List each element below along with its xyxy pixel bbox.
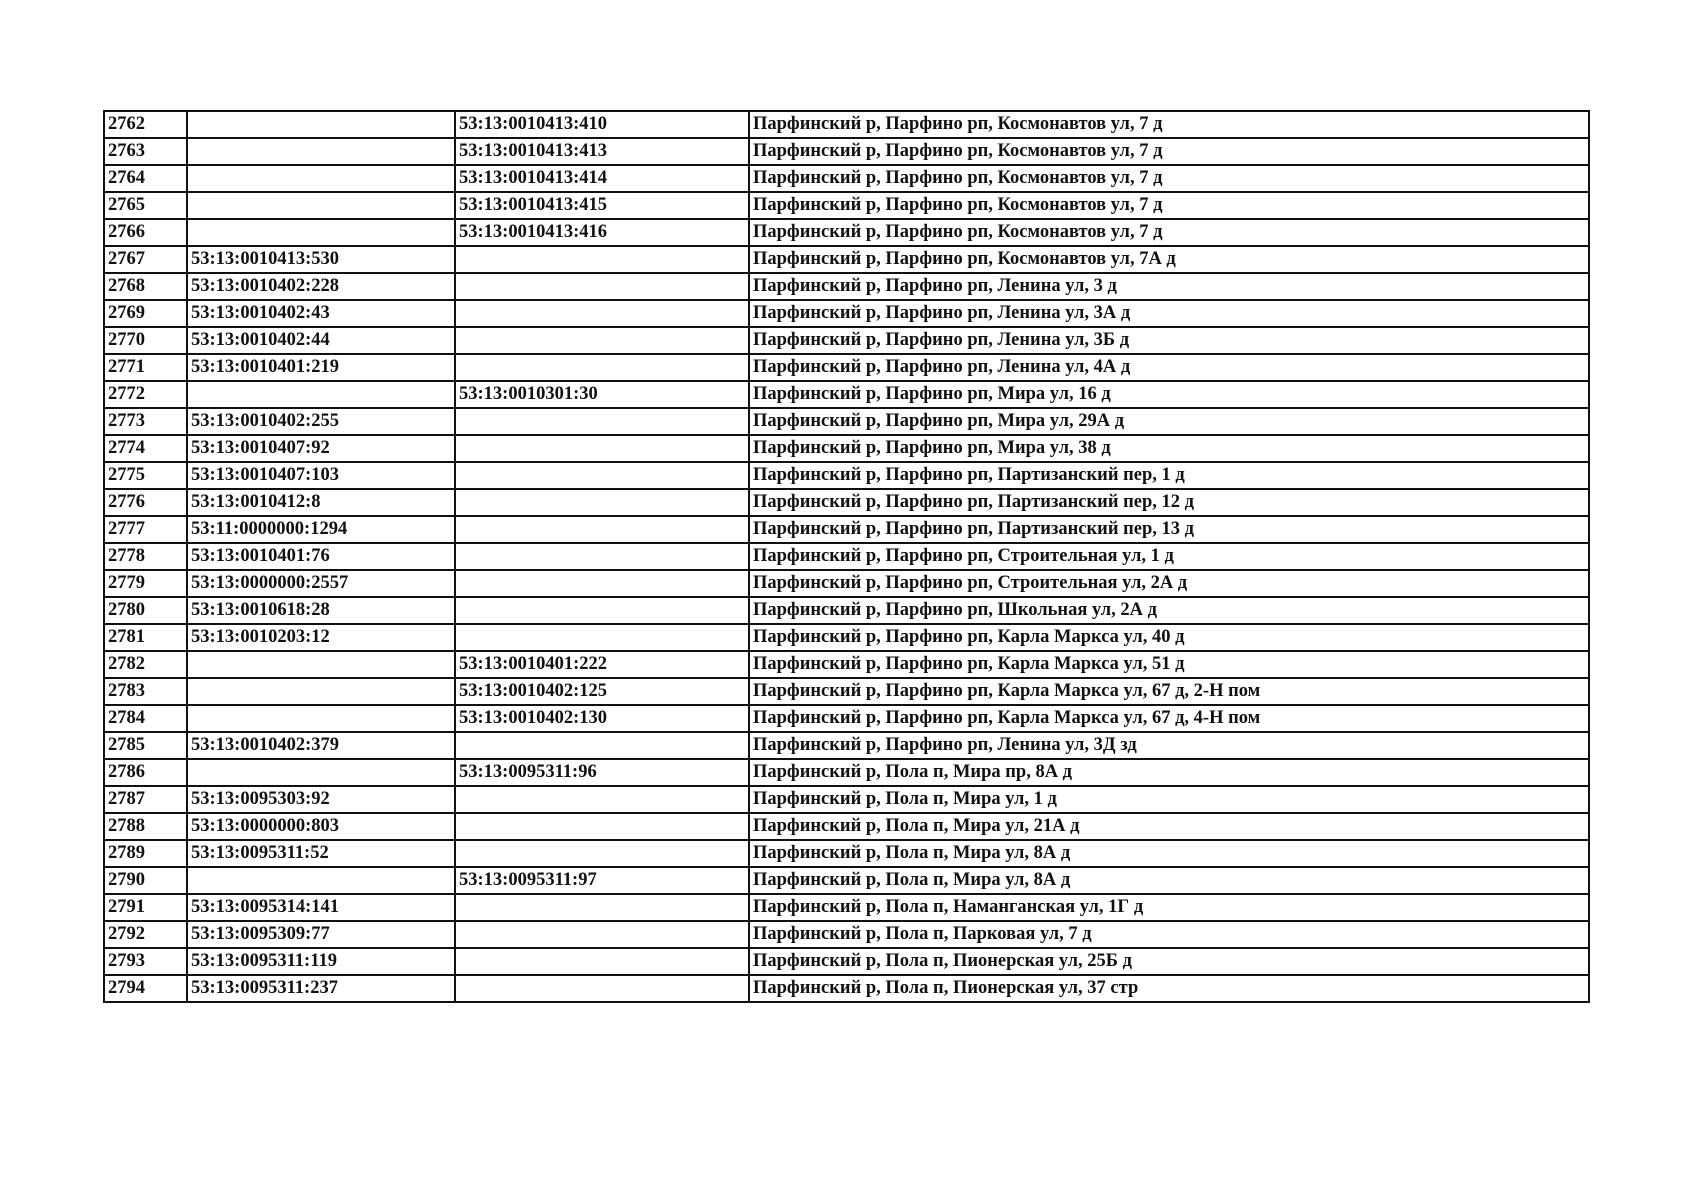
address-cell: Парфинский р, Парфино рп, Ленина ул, 3 д	[749, 273, 1589, 300]
table-row	[104, 786, 1589, 813]
row-number-cell: 2776	[104, 489, 187, 516]
land-cadastral-number-cell	[187, 705, 455, 732]
land-cadastral-number-cell: 53:13:0000000:2557	[187, 570, 455, 597]
address-cell: Парфинский р, Парфино рп, Партизанский пер, 13 д	[749, 516, 1589, 543]
row-number-cell: 2792	[104, 921, 187, 948]
premises-cadastral-number-cell	[455, 543, 749, 570]
address-cell: Парфинский р, Парфино рп, Космонавтов ул, 7 д	[749, 192, 1589, 219]
land-cadastral-number-cell	[187, 165, 455, 192]
table-row	[104, 111, 1589, 138]
row-number-cell: 2773	[104, 408, 187, 435]
premises-cadastral-number-cell	[455, 624, 749, 651]
address-cell: Парфинский р, Пола п, Наманганская ул, 1Г д	[749, 894, 1589, 921]
address-cell: Парфинский р, Парфино рп, Ленина ул, 3Б д	[749, 327, 1589, 354]
row-number-cell: 2775	[104, 462, 187, 489]
premises-cadastral-number-cell	[455, 597, 749, 624]
row-number-cell: 2781	[104, 624, 187, 651]
table-row	[104, 570, 1589, 597]
land-cadastral-number-cell: 53:13:0095314:141	[187, 894, 455, 921]
address-cell: Парфинский р, Парфино рп, Ленина ул, 3А д	[749, 300, 1589, 327]
address-cell: Парфинский р, Пола п, Мира ул, 8А д	[749, 840, 1589, 867]
premises-cadastral-number-cell	[455, 813, 749, 840]
table-row	[104, 921, 1589, 948]
row-number-cell: 2765	[104, 192, 187, 219]
address-cell: Парфинский р, Парфино рп, Космонавтов ул, 7 д	[749, 111, 1589, 138]
row-number-cell: 2785	[104, 732, 187, 759]
land-cadastral-number-cell	[187, 111, 455, 138]
land-cadastral-number-cell: 53:13:0010402:255	[187, 408, 455, 435]
row-number-cell: 2782	[104, 651, 187, 678]
premises-cadastral-number-cell: 53:13:0010301:30	[455, 381, 749, 408]
row-number-cell: 2787	[104, 786, 187, 813]
row-number-cell: 2771	[104, 354, 187, 381]
land-cadastral-number-cell	[187, 192, 455, 219]
premises-cadastral-number-cell	[455, 435, 749, 462]
row-number-cell: 2772	[104, 381, 187, 408]
land-cadastral-number-cell	[187, 867, 455, 894]
premises-cadastral-number-cell: 53:13:0010401:222	[455, 651, 749, 678]
row-number-cell: 2783	[104, 678, 187, 705]
address-cell: Парфинский р, Пола п, Мира ул, 8А д	[749, 867, 1589, 894]
row-number-cell: 2779	[104, 570, 187, 597]
premises-cadastral-number-cell	[455, 786, 749, 813]
address-cell: Парфинский р, Парфино рп, Космонавтов ул, 7 д	[749, 219, 1589, 246]
premises-cadastral-number-cell	[455, 570, 749, 597]
land-cadastral-number-cell	[187, 678, 455, 705]
row-number-cell: 2786	[104, 759, 187, 786]
premises-cadastral-number-cell: 53:13:0095311:97	[455, 867, 749, 894]
premises-cadastral-number-cell	[455, 516, 749, 543]
table-row	[104, 273, 1589, 300]
table-row	[104, 219, 1589, 246]
land-cadastral-number-cell: 53:13:0010407:92	[187, 435, 455, 462]
table-row	[104, 381, 1589, 408]
address-cell: Парфинский р, Парфино рп, Карла Маркса ул, 67 д, 2-Н пом	[749, 678, 1589, 705]
land-cadastral-number-cell	[187, 219, 455, 246]
address-cell: Парфинский р, Парфино рп, Мира ул, 29А д	[749, 408, 1589, 435]
land-cadastral-number-cell: 53:13:0095311:119	[187, 948, 455, 975]
address-cell: Парфинский р, Парфино рп, Мира ул, 16 д	[749, 381, 1589, 408]
address-cell: Парфинский р, Парфино рп, Карла Маркса ул, 51 д	[749, 651, 1589, 678]
address-cell: Парфинский р, Пола п, Пионерская ул, 37 стр	[749, 975, 1589, 1002]
premises-cadastral-number-cell: 53:13:0010413:416	[455, 219, 749, 246]
table-row	[104, 894, 1589, 921]
premises-cadastral-number-cell	[455, 921, 749, 948]
row-number-cell: 2788	[104, 813, 187, 840]
premises-cadastral-number-cell: 53:13:0095311:96	[455, 759, 749, 786]
table-row	[104, 678, 1589, 705]
land-cadastral-number-cell: 53:13:0010401:76	[187, 543, 455, 570]
premises-cadastral-number-cell: 53:13:0010402:130	[455, 705, 749, 732]
address-cell: Парфинский р, Парфино рп, Ленина ул, 3Д зд	[749, 732, 1589, 759]
land-cadastral-number-cell: 53:13:0010402:379	[187, 732, 455, 759]
table-row	[104, 948, 1589, 975]
address-cell: Парфинский р, Парфино рп, Партизанский пер, 1 д	[749, 462, 1589, 489]
table-row	[104, 597, 1589, 624]
land-cadastral-number-cell: 53:13:0010203:12	[187, 624, 455, 651]
premises-cadastral-number-cell	[455, 948, 749, 975]
land-cadastral-number-cell: 53:11:0000000:1294	[187, 516, 455, 543]
premises-cadastral-number-cell: 53:13:0010413:415	[455, 192, 749, 219]
land-cadastral-number-cell: 53:13:0010413:530	[187, 246, 455, 273]
premises-cadastral-number-cell: 53:13:0010402:125	[455, 678, 749, 705]
address-cell: Парфинский р, Пола п, Парковая ул, 7 д	[749, 921, 1589, 948]
land-cadastral-number-cell: 53:13:0095311:237	[187, 975, 455, 1002]
table-row	[104, 489, 1589, 516]
premises-cadastral-number-cell	[455, 840, 749, 867]
table-row	[104, 354, 1589, 381]
row-number-cell: 2790	[104, 867, 187, 894]
address-cell: Парфинский р, Парфино рп, Мира ул, 38 д	[749, 435, 1589, 462]
address-cell: Парфинский р, Пола п, Мира ул, 1 д	[749, 786, 1589, 813]
land-cadastral-number-cell: 53:13:0000000:803	[187, 813, 455, 840]
address-cell: Парфинский р, Пола п, Мира пр, 8А д	[749, 759, 1589, 786]
table-row	[104, 813, 1589, 840]
row-number-cell: 2763	[104, 138, 187, 165]
row-number-cell: 2793	[104, 948, 187, 975]
table-row	[104, 462, 1589, 489]
table-row	[104, 975, 1589, 1002]
premises-cadastral-number-cell	[455, 462, 749, 489]
row-number-cell: 2780	[104, 597, 187, 624]
table-row	[104, 732, 1589, 759]
row-number-cell: 2766	[104, 219, 187, 246]
address-cell: Парфинский р, Парфино рп, Школьная ул, 2А д	[749, 597, 1589, 624]
premises-cadastral-number-cell: 53:13:0010413:414	[455, 165, 749, 192]
premises-cadastral-number-cell	[455, 273, 749, 300]
address-cell: Парфинский р, Парфино рп, Строительная ул, 2А д	[749, 570, 1589, 597]
row-number-cell: 2770	[104, 327, 187, 354]
row-number-cell: 2767	[104, 246, 187, 273]
table-row	[104, 165, 1589, 192]
table-row	[104, 516, 1589, 543]
table-row	[104, 867, 1589, 894]
land-cadastral-number-cell: 53:13:0010401:219	[187, 354, 455, 381]
row-number-cell: 2784	[104, 705, 187, 732]
address-cell: Парфинский р, Парфино рп, Карла Маркса ул, 67 д, 4-Н пом	[749, 705, 1589, 732]
land-cadastral-number-cell: 53:13:0010618:28	[187, 597, 455, 624]
property-registry-table	[103, 110, 1590, 1003]
row-number-cell: 2769	[104, 300, 187, 327]
premises-cadastral-number-cell	[455, 300, 749, 327]
land-cadastral-number-cell: 53:13:0010402:44	[187, 327, 455, 354]
row-number-cell: 2762	[104, 111, 187, 138]
table-row	[104, 705, 1589, 732]
table-row	[104, 246, 1589, 273]
land-cadastral-number-cell	[187, 759, 455, 786]
address-cell: Парфинский р, Пола п, Мира ул, 21А д	[749, 813, 1589, 840]
land-cadastral-number-cell: 53:13:0095303:92	[187, 786, 455, 813]
table-row	[104, 408, 1589, 435]
land-cadastral-number-cell: 53:13:0010402:43	[187, 300, 455, 327]
table-row	[104, 624, 1589, 651]
table-row	[104, 435, 1589, 462]
row-number-cell: 2777	[104, 516, 187, 543]
address-cell: Парфинский р, Парфино рп, Строительная ул, 1 д	[749, 543, 1589, 570]
address-cell: Парфинский р, Парфино рп, Космонавтов ул, 7 д	[749, 165, 1589, 192]
address-cell: Парфинский р, Парфино рп, Партизанский пер, 12 д	[749, 489, 1589, 516]
row-number-cell: 2774	[104, 435, 187, 462]
row-number-cell: 2791	[104, 894, 187, 921]
premises-cadastral-number-cell	[455, 246, 749, 273]
table-row	[104, 192, 1589, 219]
row-number-cell: 2764	[104, 165, 187, 192]
table-row	[104, 138, 1589, 165]
row-number-cell: 2768	[104, 273, 187, 300]
premises-cadastral-number-cell	[455, 327, 749, 354]
land-cadastral-number-cell	[187, 138, 455, 165]
table-row	[104, 327, 1589, 354]
premises-cadastral-number-cell	[455, 354, 749, 381]
address-cell: Парфинский р, Парфино рп, Ленина ул, 4А д	[749, 354, 1589, 381]
land-cadastral-number-cell: 53:13:0095309:77	[187, 921, 455, 948]
premises-cadastral-number-cell	[455, 975, 749, 1002]
premises-cadastral-number-cell	[455, 408, 749, 435]
address-cell: Парфинский р, Пола п, Пионерская ул, 25Б д	[749, 948, 1589, 975]
table-row	[104, 543, 1589, 570]
address-cell: Парфинский р, Парфино рп, Космонавтов ул, 7А д	[749, 246, 1589, 273]
row-number-cell: 2794	[104, 975, 187, 1002]
premises-cadastral-number-cell	[455, 732, 749, 759]
premises-cadastral-number-cell: 53:13:0010413:410	[455, 111, 749, 138]
table-row	[104, 759, 1589, 786]
premises-cadastral-number-cell	[455, 489, 749, 516]
land-cadastral-number-cell: 53:13:0095311:52	[187, 840, 455, 867]
address-cell: Парфинский р, Парфино рп, Космонавтов ул, 7 д	[749, 138, 1589, 165]
land-cadastral-number-cell	[187, 381, 455, 408]
land-cadastral-number-cell: 53:13:0010407:103	[187, 462, 455, 489]
land-cadastral-number-cell: 53:13:0010402:228	[187, 273, 455, 300]
premises-cadastral-number-cell	[455, 894, 749, 921]
premises-cadastral-number-cell: 53:13:0010413:413	[455, 138, 749, 165]
address-cell: Парфинский р, Парфино рп, Карла Маркса ул, 40 д	[749, 624, 1589, 651]
land-cadastral-number-cell	[187, 651, 455, 678]
registry-table-body	[104, 111, 1589, 1002]
table-row	[104, 840, 1589, 867]
row-number-cell: 2778	[104, 543, 187, 570]
land-cadastral-number-cell: 53:13:0010412:8	[187, 489, 455, 516]
table-row	[104, 651, 1589, 678]
row-number-cell: 2789	[104, 840, 187, 867]
table-row	[104, 300, 1589, 327]
